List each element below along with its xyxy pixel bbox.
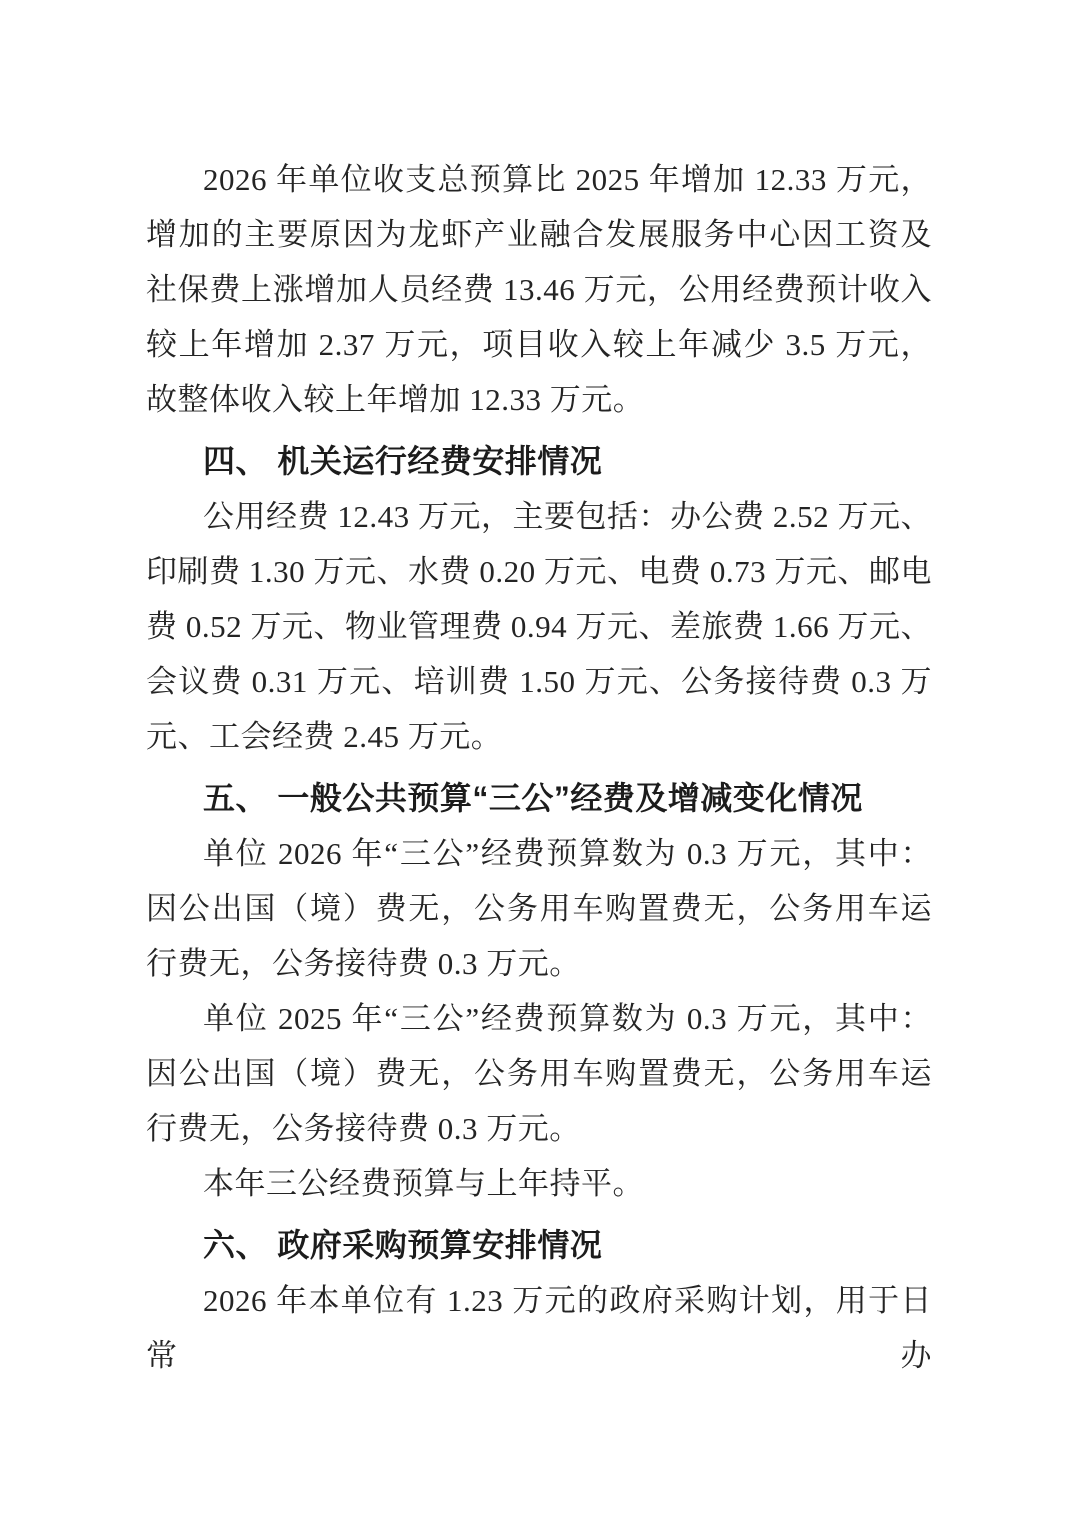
- paragraph-three-public-2025: 单位 2025 年“三公”经费预算数为 0.3 万元，其中：因公出国（境）费无，公务用车购置费无，公务用车运行费无，公务接待费 0.3 万元。: [146, 1001, 932, 1146]
- paragraph-three-public-comparison: 本年三公经费预算与上年持平。: [203, 1166, 644, 1201]
- heading-section-four-operating-expenses: 四、 机关运行经费安排情况: [203, 443, 603, 479]
- paragraph-total-budget-change: 2026 年单位收支总预算比 2025 年增加 12.33 万元，增加的主要原因为龙虾产业融合发展服务中心因工资及社保费上涨增加人员经费 13.46 万元，公用经费预计收入较上年增加 2.37 万元，项目收入较上年减少 3.5 万元，故整体收入较上年增加 12.33 万元。: [146, 162, 932, 417]
- heading-section-six-government-procurement: 六、 政府采购预算安排情况: [203, 1227, 603, 1263]
- heading-section-five-three-public-expenses: 五、 一般公共预算“三公”经费及增减变化情况: [203, 780, 863, 816]
- paragraph-three-public-2026: 单位 2026 年“三公”经费预算数为 0.3 万元，其中：因公出国（境）费无，公务用车购置费无，公务用车运行费无，公务接待费 0.3 万元。: [146, 836, 932, 981]
- document-body: [146, 152, 932, 1383]
- paragraph-procurement-plan-cutoff: 2026 年本单位有 1.23 万元的政府采购计划，用于日常办: [146, 1283, 932, 1373]
- paragraph-public-expense-breakdown: 公用经费 12.43 万元，主要包括：办公费 2.52 万元、印刷费 1.30 万元、水费 0.20 万元、电费 0.73 万元、邮电费 0.52 万元、物业管理费 0.94 万元、差旅费 1.66 万元、会议费 0.31 万元、培训费 1.50 万元、公务接待费 0.3 万元、工会经费 2.45 万元。: [146, 499, 932, 754]
